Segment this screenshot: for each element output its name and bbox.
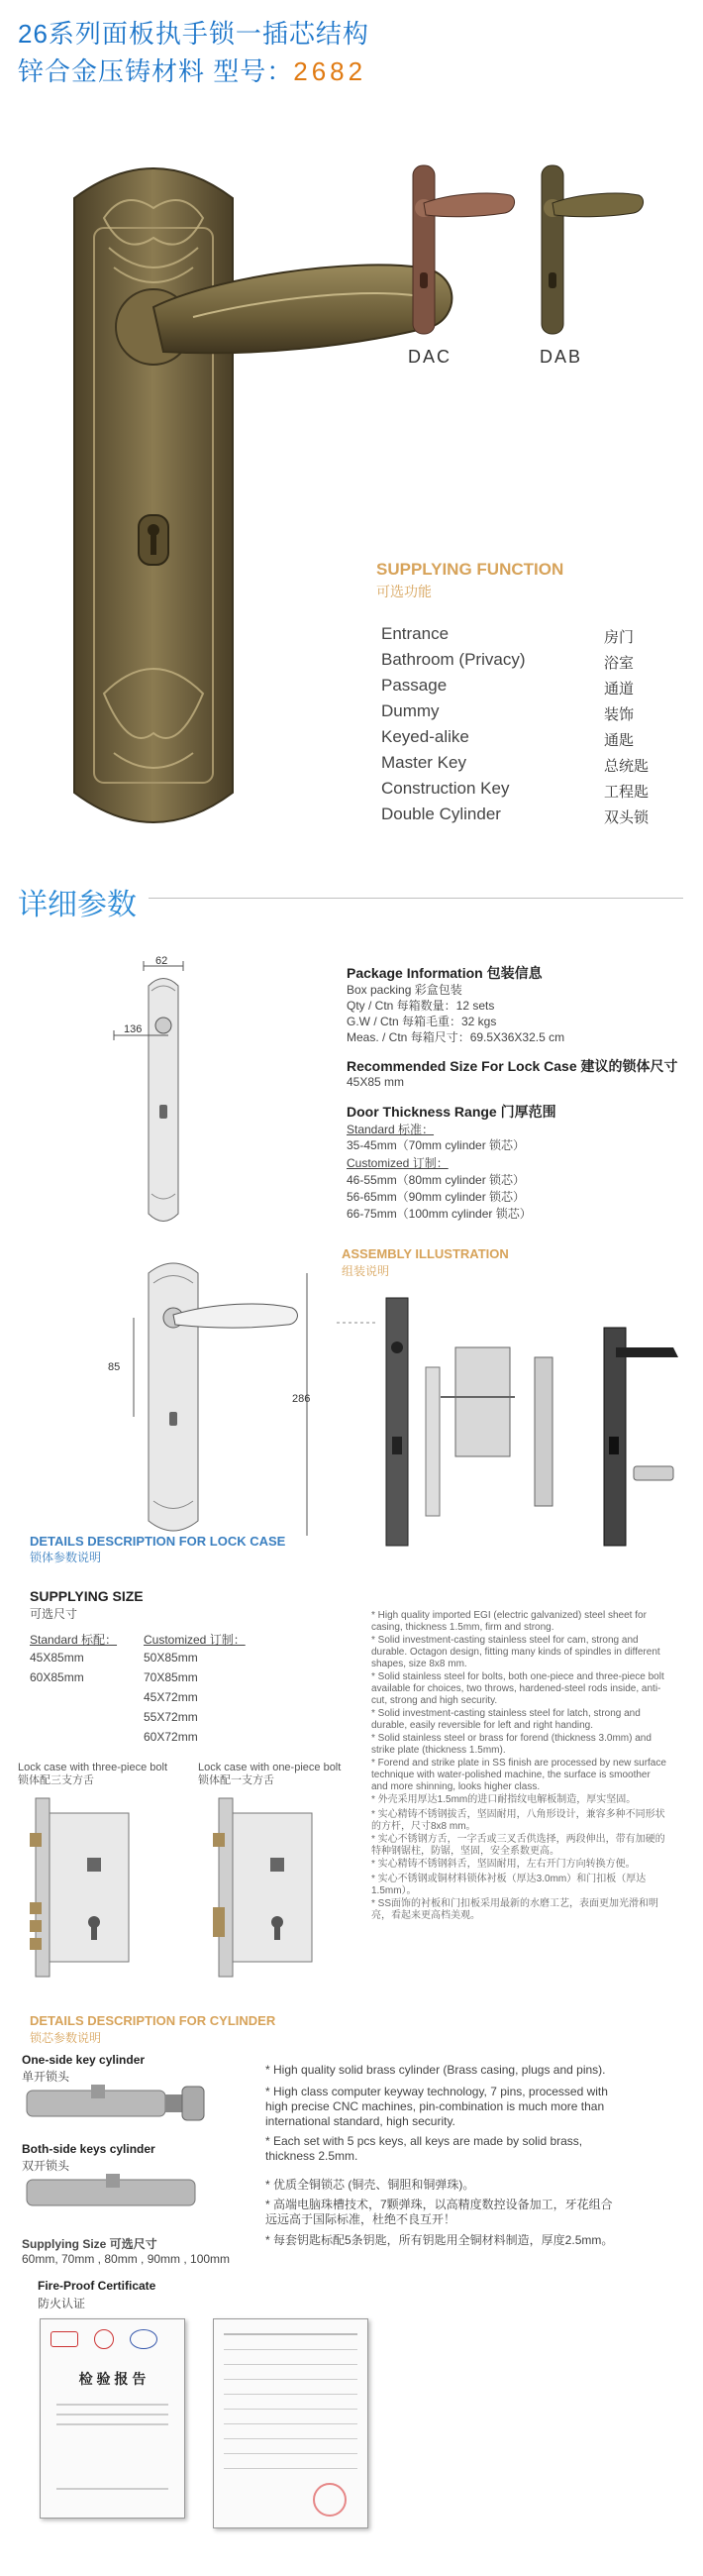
package-line-4: Meas. / Ctn 每箱尺寸：69.5X36X32.5 cm	[347, 1030, 565, 1044]
lock-note-11: * 实心不锈钢或铜材料锁体衬板（厚达3.0mm）和门扣板（厚达1.5mm）。	[371, 1874, 647, 1896]
function-en-dummy: Dummy	[381, 701, 440, 720]
door-customized-value-2: 56-65mm（90mm cylinder 锁芯）	[347, 1190, 526, 1204]
title-prefix: 锌合金压铸材料 型号：	[18, 56, 294, 86]
one-side-cylinder-image	[22, 2081, 210, 2130]
lock-note-2: * Solid investment-casting stainless steel for cam, strong and durable. Octagon design, fitting many kinds of spindles in different shapes, size 8x8 mm.	[371, 1635, 660, 1669]
variant-dab-image	[530, 163, 649, 342]
both-side-cylinder-image	[22, 2170, 210, 2219]
cert-logo-1	[50, 2331, 78, 2347]
dimension-drawing-top	[94, 956, 292, 1243]
recommended-size-value: 45X85 mm	[347, 1075, 405, 1089]
door-customized-value-3: 66-75mm（100mm cylinder 锁芯）	[347, 1207, 532, 1221]
caption-three-piece: Lock case with three-piece bolt	[18, 1762, 168, 1773]
function-en-keyed-alike: Keyed-alike	[381, 727, 469, 746]
cylinder-title-cn: 锁芯参数说明	[30, 2031, 102, 2045]
cylinder-title: DETAILS DESCRIPTION FOR CYLINDER	[30, 2013, 276, 2028]
assembly-title-cn: 组装说明	[342, 1264, 390, 1278]
cert-logo-3	[130, 2329, 157, 2349]
cylinder-sizes: 60mm, 70mm , 80mm , 90mm , 100mm	[22, 2252, 231, 2266]
lock-note-5: * Solid stainless steel or brass for forend (thickness 3.0mm) and strike plate (thickness 1.5mm).	[371, 1733, 652, 1756]
recommended-size-title: Recommended Size For Lock Case 建议的锁体尺寸	[347, 1058, 678, 1074]
door-standard-label: Standard 标准：	[347, 1123, 435, 1136]
cert-report-title: 检 验 报 告	[78, 2371, 147, 2387]
function-cn-construction-key: 工程匙	[604, 784, 650, 801]
lock-case-title-cn: 锁体参数说明	[30, 1551, 102, 1564]
lock-customized-size-4: 55X72mm	[144, 1710, 198, 1724]
certificate-title: Fire-Proof Certificate	[38, 2279, 156, 2293]
package-line-3: G.W / Ctn 每箱毛重：32 kgs	[347, 1015, 497, 1028]
both-side-cylinder-label-cn: 双开锁头	[22, 2159, 70, 2173]
function-en-entrance: Entrance	[381, 624, 450, 643]
function-cn-bathroom: 浴室	[604, 655, 635, 672]
details-heading-divider	[149, 898, 683, 899]
caption-one-piece-cn: 锁体配一支方舌	[198, 1774, 274, 1786]
both-side-cylinder-label: Both-side keys cylinder	[22, 2142, 155, 2156]
lock-case-one-piece-image	[213, 1793, 332, 1982]
cylinder-note-3: * Each set with 5 pcs keys, all keys are made by solid brass, thickness 2.5mm.	[265, 2134, 583, 2163]
supplying-function-title: SUPPLYING FUNCTION	[376, 560, 564, 579]
cert-logo-2	[94, 2329, 114, 2349]
cylinder-note-2: * High class computer keyway technology, 7 pins, processed with high precise CNC machines, pin-combination is much more than international standard, high security.	[265, 2085, 608, 2128]
title-line-2	[18, 52, 366, 88]
function-cn-master-key: 总统匙	[604, 758, 650, 775]
supplying-size-title-cn: 可选尺寸	[30, 1607, 78, 1621]
cylinder-note-5: * 高端电脑珠槽技术，7颗弹珠，以高精度数控设备加工，牙花组合远远高于国际标准，杜绝不良互开！	[265, 2198, 613, 2226]
lock-note-7: * 外壳采用厚达1.5mm的进口耐指纹电解板制造，厚实坚固。	[371, 1794, 637, 1805]
assembly-title: ASSEMBLY ILLUSTRATION	[342, 1246, 509, 1261]
door-customized-label: Customized 订制：	[347, 1156, 449, 1170]
one-side-cylinder-label-cn: 单开锁头	[22, 2070, 70, 2084]
lock-note-8: * 实心精铸不锈钢拔舌，坚固耐用，八角形设计，兼容多种不同形状的方杆，尺寸8x8 mm。	[371, 1809, 665, 1832]
cylinder-note-6: * 每套钥匙标配5条钥匙，所有钥匙用全铜材料制造，厚度2.5mm。	[265, 2233, 614, 2247]
one-side-cylinder-label: One-side key cylinder	[22, 2053, 146, 2067]
package-title: Package Information 包装信息	[347, 965, 543, 981]
function-en-master-key: Master Key	[381, 753, 466, 772]
package-line-1: Box packing 彩盒包装	[347, 983, 462, 997]
cylinder-note-4: * 优质全铜锁芯 (铜壳、铜胆和铜弹珠)。	[265, 2178, 475, 2192]
model-number: 2682	[293, 56, 367, 86]
variant-dac-image	[401, 163, 520, 342]
assembly-illustration	[337, 1288, 693, 1556]
function-en-passage: Passage	[381, 676, 448, 695]
cylinder-supplying-size-label: Supplying Size 可选尺寸	[22, 2237, 157, 2251]
certificate-page	[213, 2318, 368, 2528]
variant-label-dab: DAB	[540, 347, 583, 367]
function-cn-double-cylinder: 双头锁	[604, 809, 650, 826]
function-en-bathroom: Bathroom (Privacy)	[381, 650, 526, 669]
lock-note-1: * High quality imported EGI (electric galvanized) steel sheet for casing, thickness 1.5mm, firm and strong.	[371, 1610, 647, 1633]
lock-customized-size-1: 50X85mm	[144, 1651, 198, 1664]
certificate-cover	[40, 2318, 185, 2519]
door-customized-value-1: 46-55mm（80mm cylinder 锁芯）	[347, 1173, 526, 1187]
lock-note-12: * SS面饰的衬板和门扣板采用最新的水磨工艺，表面更加光滑和明亮，看起来更高档美观。	[371, 1898, 659, 1921]
function-cn-dummy: 装饰	[604, 706, 635, 723]
lock-standard-size-2: 60X85mm	[30, 1670, 84, 1684]
function-cn-keyed-alike: 通匙	[604, 732, 635, 749]
caption-three-piece-cn: 锁体配三支方舌	[18, 1774, 94, 1786]
lock-customized-label: Customized 订制：	[144, 1633, 246, 1647]
function-en-double-cylinder: Double Cylinder	[381, 805, 501, 823]
lock-standard-size-1: 45X85mm	[30, 1651, 84, 1664]
lock-customized-size-2: 70X85mm	[144, 1670, 198, 1684]
lock-standard-label: Standard 标配：	[30, 1633, 118, 1647]
lock-case-title: DETAILS DESCRIPTION FOR LOCK CASE	[30, 1534, 286, 1549]
door-thickness-title: Door Thickness Range 门厚范围	[347, 1104, 556, 1120]
supplying-size-title: SUPPLYING SIZE	[30, 1588, 144, 1604]
cylinder-note-1: * High quality solid brass cylinder (Brass casing, plugs and pins).	[265, 2063, 606, 2077]
dimension-drawing-bottom	[94, 1253, 322, 1551]
lock-note-9: * 实心不锈钢方舌，一字舌或三叉舌供选择，两段伸出，带有加硬的特种钢锯柱，防锯，坚固，安全系数更高。	[371, 1834, 665, 1857]
dim-spindle-label: 85	[108, 1361, 121, 1373]
lock-note-10: * 实心精铸不锈钢斜舌，坚固耐用，左右开门方向转换方便。	[371, 1859, 636, 1870]
variant-label-dac: DAC	[408, 347, 452, 367]
supplying-function-title-cn: 可选功能	[376, 584, 432, 599]
function-cn-entrance: 房门	[604, 629, 635, 646]
lock-note-4: * Solid investment-casting stainless steel for latch, strong and durable, easily reversible for left and right handing.	[371, 1708, 641, 1731]
dim-width-label: 62	[155, 956, 168, 967]
lock-customized-size-3: 45X72mm	[144, 1690, 198, 1704]
function-en-construction-key: Construction Key	[381, 779, 510, 798]
function-cn-passage: 通道	[604, 681, 635, 698]
certificate-title-cn: 防火认证	[38, 2297, 86, 2310]
caption-one-piece: Lock case with one-piece bolt	[198, 1762, 342, 1773]
package-line-2: Qty / Ctn 每箱数量：12 sets	[347, 999, 495, 1013]
dim-offset-label: 136	[124, 1023, 143, 1035]
lock-note-3: * Solid stainless steel for bolts, both one-piece and three-piece bolt available for choices, two throws, hardened-steel rods inside, anti-cut, strong and high security.	[371, 1671, 664, 1706]
cert-stamp	[313, 2483, 347, 2517]
dim-height-label: 286	[292, 1393, 311, 1405]
details-heading: 详细参数	[18, 889, 137, 921]
lock-customized-size-5: 60X72mm	[144, 1730, 198, 1744]
door-standard-value: 35-45mm（70mm cylinder 锁芯）	[347, 1138, 526, 1152]
lock-note-6: * Forend and strike plate in SS finish are processed by new surface technique with water-polished machine, the surface is smoother and more shinning, looks higher class.	[371, 1758, 666, 1792]
title-line-1: 26系列面板执手锁一插芯结构	[18, 19, 369, 49]
lock-case-three-piece-image	[30, 1793, 149, 1982]
